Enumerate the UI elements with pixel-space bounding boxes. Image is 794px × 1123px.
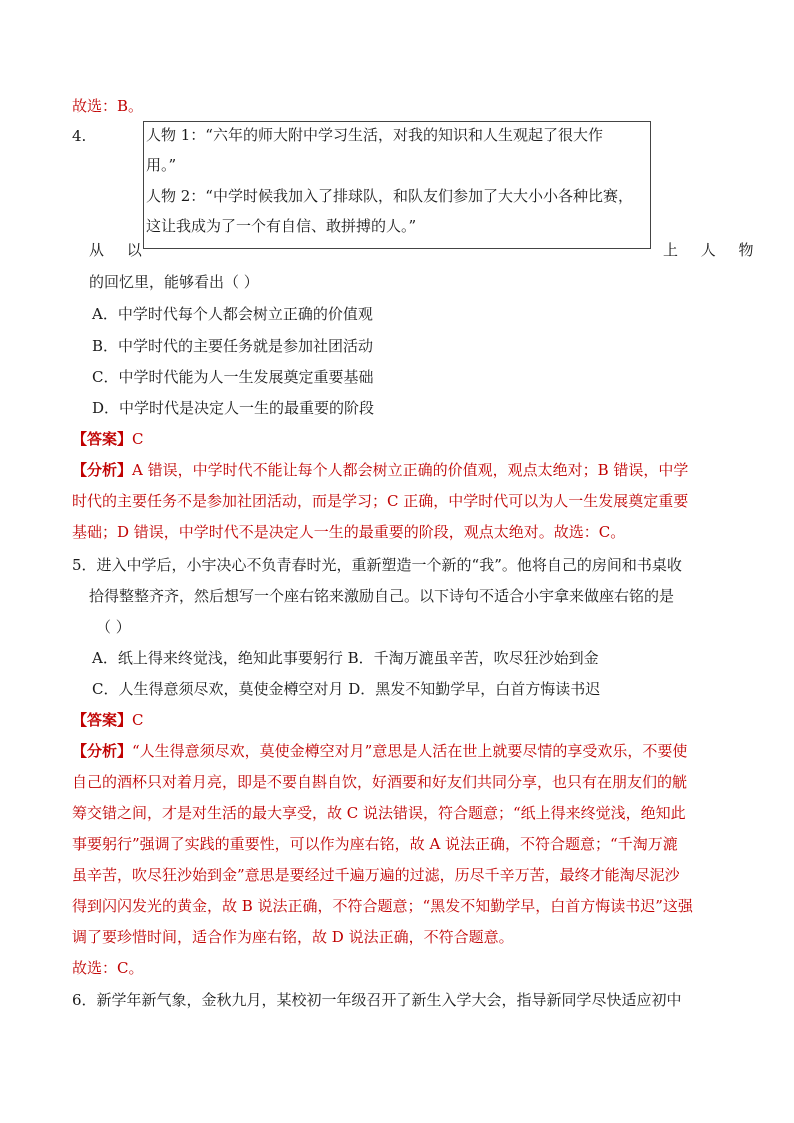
q4-analysis-line-2: 时代的主要任务不是参加社团活动，而是学习；C 正确，中学时代可以为人一生发展奠定重要 <box>72 492 689 510</box>
q4-option-c: C．中学时代能为人一生发展奠定重要基础 <box>92 368 374 386</box>
q4-option-d: D．中学时代是决定人一生的最重要的阶段 <box>92 399 375 417</box>
answer-value: C <box>132 711 144 729</box>
q6-stem: 6．新学年新气象，金秋九月，某校初一年级召开了新生入学大会，指导新同学尽快适应初中 <box>72 991 682 1009</box>
q5-stem-line-2: 拾得整整齐齐，然后想写一个座右铭来激励自己。以下诗句不适合小宇拿来做座右铭的是 <box>89 587 675 605</box>
quote-line: 人物 1：“六年的师大附中学习生活，对我的知识和人生观起了很大作 <box>146 126 603 144</box>
q4-option-b: B．中学时代的主要任务就是参加社团活动 <box>92 337 374 355</box>
q5-analysis-line-4: 事要躬行”强调了实践的重要性，可以作为座右铭，故 A 说法正确，不符合题意；“千淘万漉 <box>72 835 678 853</box>
q5-answer <box>72 710 144 730</box>
q4-analysis-line-3: 基础；D 错误，中学时代不是决定人一生的最重要的阶段，观点太绝对。故选：C。 <box>72 523 626 541</box>
q5-analysis-line-5: 虽辛苦，吹尽狂沙始到金”意思是要经过千遍万遍的过滤，历尽千辛万苦，最终才能淘尽泥沙 <box>72 866 680 884</box>
q4-quote-box <box>143 121 651 249</box>
q4-stem-line2: 的回忆里，能够看出（ ） <box>89 273 259 291</box>
analysis-text: A 错误，中学时代不能让每个人都会树立正确的价值观，观点太绝对；B 错误，中学 <box>132 461 689 479</box>
q5-analysis-line-6: 得到闪闪发光的黄金，故 B 说法正确，不符合题意；“黑发不知勤学早，白首方悔读书迟”这强 <box>72 897 693 915</box>
q3-conclusion: 故选：B。 <box>72 97 144 115</box>
q5-options-ab: A．纸上得来终觉浅，绝知此事要躬行 B．千淘万漉虽辛苦，吹尽狂沙始到金 <box>92 649 599 667</box>
q5-stem-line-1: 5．进入中学后，小宇决心不负青春时光，重新塑造一个新的“我”。他将自己的房间和书桌收 <box>72 556 682 574</box>
quote-line: 用。” <box>146 156 177 174</box>
analysis-label: 【分析】 <box>72 742 133 760</box>
q5-analysis-line-1 <box>72 741 687 761</box>
answer-label: 【答案】 <box>72 430 133 448</box>
q5-analysis-line-7: 调了要珍惜时间，适合作为座右铭，故 D 说法正确，不符合题意。 <box>72 928 514 946</box>
q5-conclusion: 故选：C。 <box>72 959 144 977</box>
q5-analysis-line-2: 自己的酒杯只对着月亮，即是不要自斟自饮，好酒要和好友们共同分享，也只有在朋友们的觥 <box>72 773 688 791</box>
q4-analysis-line-1 <box>72 460 688 480</box>
answer-label: 【答案】 <box>72 711 133 729</box>
q5-options-cd: C．人生得意须尽欢，莫使金樽空对月 D．黑发不知勤学早，白首方悔读书迟 <box>92 680 601 698</box>
analysis-text: “人生得意须尽欢，莫使金樽空对月”意思是人活在世上就要尽情的享受欢乐，不要使 <box>132 742 688 760</box>
q4-stem-left: 从 以 <box>89 241 151 259</box>
answer-value: C <box>132 430 144 448</box>
q5-stem-line-3: （ ） <box>96 618 131 636</box>
analysis-label: 【分析】 <box>72 461 133 479</box>
q4-option-a: A．中学时代每个人都会树立正确的价值观 <box>92 305 373 323</box>
quote-line: 这让我成为了一个有自信、敢拼搏的人。” <box>146 217 417 235</box>
q4-number: 4. <box>72 127 87 145</box>
q4-stem-right: 上 人 物 <box>663 241 763 259</box>
q5-analysis-line-3: 筹交错之间，才是对生活的最大享受，故 C 说法错误，符合题意；“纸上得来终觉浅，绝知此 <box>72 804 686 822</box>
q4-answer <box>72 429 144 449</box>
quote-line: 人物 2：“中学时候我加入了排球队，和队友们参加了大大小小各种比赛， <box>146 187 633 205</box>
